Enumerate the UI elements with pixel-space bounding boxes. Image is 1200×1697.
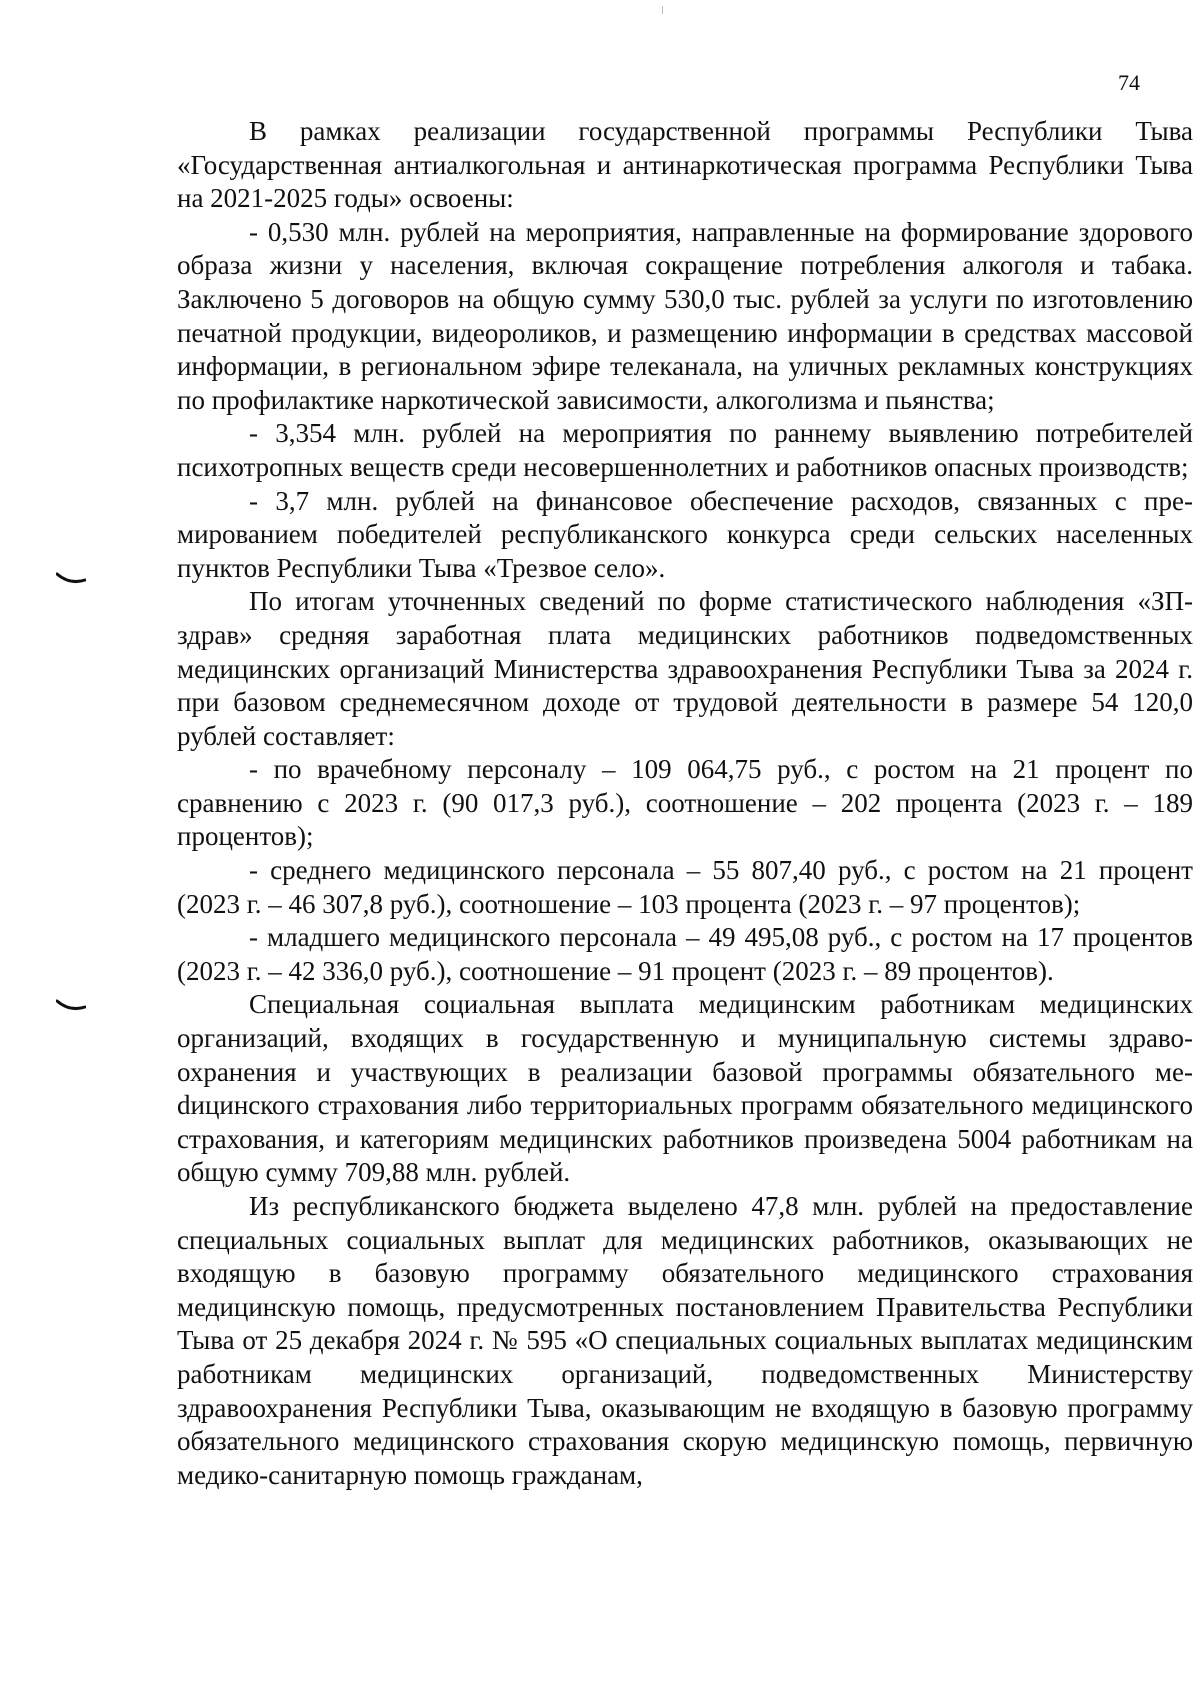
- paragraph-junior-staff-salary: - младшего медицинского персонала – 49 495,08 руб., с ростом на 17 процентов (2023 г. – 42 336,0 руб.), соотношение – 91 процент (2023 г. – 89 процентов).: [177, 922, 1193, 986]
- paragraph-nurses-salary: - среднего медицинского персонала – 55 807,40 руб., с ростом на 21 процент (2023 г. – 46 307,8 руб.), соотношение – 103 процента (2023 г. – 97 процентов);: [177, 855, 1193, 919]
- paragraph-early-detection: - 3,354 млн. рублей на мероприятия по раннему выявлению потребителей психотропных веществ среди несовершеннолетних и работников опасных производств;: [177, 418, 1193, 482]
- binder-hole-mark-icon: [56, 999, 86, 1013]
- paragraph-republic-budget: Из республиканского бюджета выделено 47,8 млн. рублей на предоставление специальных социальных выплат для медицинских работников, оказывающих не входящую в базовую программу обязательного медицинского страхования медицинскую помощь, предусмотренных постановлением Правительства Республики Тыва от 25 декабря 2024 г. № 595 «О специальных социальных выплатах медицинским работникам медицинских организаций, подведомственных Министерству здравоохранения Республики Тыва, оказывающим не входящую в базовую программу обязательного медицинского страхования скорую медицинскую помощь, первичную медико-санитарную помощь гражданам,: [177, 1191, 1193, 1490]
- scan-top-mark: [662, 6, 663, 14]
- paragraph-doctors-salary: - по врачебному персоналу – 109 064,75 руб., с ростом на 21 процент по сравнению с 2023 г. (90 017,3 руб.), соотношение – 202 процента (2023 г. – 189 процентов);: [177, 754, 1193, 852]
- paragraph-program-intro: В рамках реализации государственной программы Республики Тыва «Государственная антиалкогольная и антинаркотическая программа Республики Тыва на 2021-2025 годы» освоены:: [177, 116, 1193, 214]
- binder-hole-mark-icon: [56, 572, 86, 586]
- document-body: [177, 115, 1193, 1492]
- paragraph-healthy-lifestyle: - 0,530 млн. рублей на мероприятия, направленные на формирование здорового образа жизни у населения, включая сокращение потребления алкоголя и табака. Заключено 5 договоров на общую сумму 530,0 тыс. рублей за услуги по изготовлению печатной продукции, видеороликов, и размещению информации в средствах массовой информации, в региональном эфире телеканала, на уличных рекламных конструкциях по профилактике наркотической зависимости, алкоголизма и пьянства;: [177, 216, 1193, 415]
- paragraph-salary-intro: По итогам уточненных сведений по форме статистического наблюдения «ЗП-здрав» средняя заработная плата медицинских работников подведомственных медицинских организаций Министерства здравоохранения Республики Тыва за 2024 г. при базовом среднемесячном доходе от трудовой деятельности в размере 54 120,0 рублей составляет:: [177, 586, 1193, 751]
- page-number: 74: [1118, 70, 1140, 95]
- paragraph-special-payment: Специальная социальная выплата медицинским работникам медицинских организаций, входящих в государственную и муниципальную системы здравоохранения и участвующих в реализации базовой программы обязательного меdицинского страхования либо территориальных программ обязательного медицинского страхования, и категориям медицинских работников произведена 5004 работникам на общую сумму 709,88 млн. рублей.: [177, 989, 1193, 1188]
- paragraph-sober-village: - 3,7 млн. рублей на финансовое обеспечение расходов, связанных с премированием победителей республиканского конкурса среди сельских населенных пунктов Республики Тыва «Трезвое село».: [177, 485, 1193, 583]
